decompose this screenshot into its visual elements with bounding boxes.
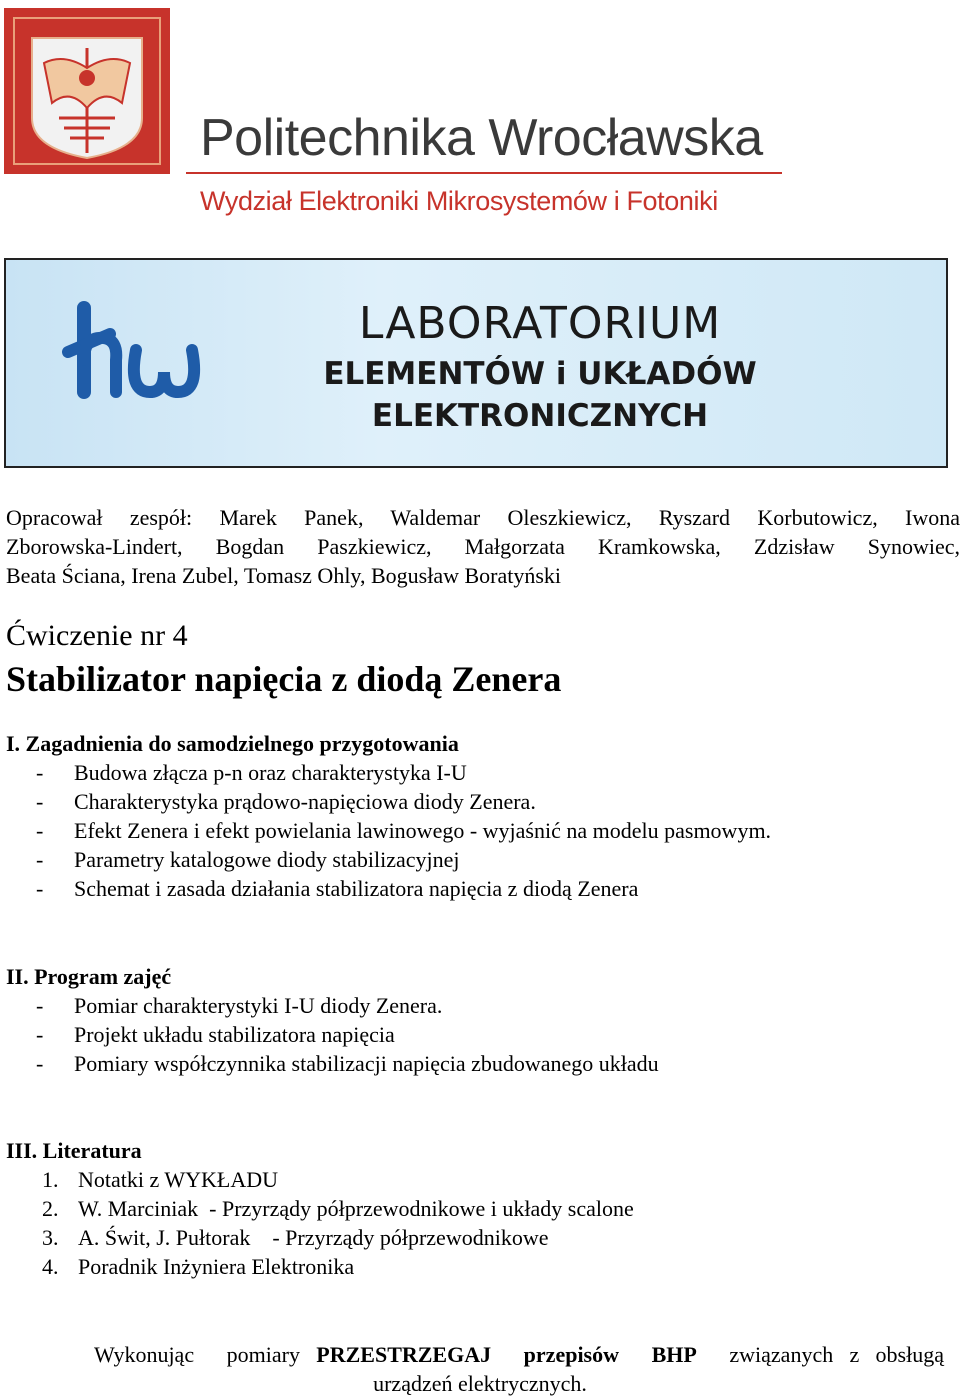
list-item: - Budowa złącza p-n oraz charakterystyka I-U [36,760,467,785]
list-item: - Projekt układu stabilizatora napięcia [36,1022,395,1047]
lab-logo [58,300,208,430]
list-item: - Efekt Zenera i efekt powielania lawinowego - wyjaśnić na modelu pasmowym. [36,818,772,843]
university-crest-logo [4,8,170,174]
list-item: - Charakterystyka prądowo-napięciowa diody Zenera. [36,789,536,814]
list-item: - Schemat i zasada działania stabilizatora napięcia z diodą Zenera [36,876,639,901]
safety-notice-line2: urządzeń elektrycznych. [373,1371,587,1396]
section-3-heading: III. Literatura [6,1138,142,1163]
banner-title-line1: LABORATORIUM [358,298,722,349]
section-2-heading: II. Program zajęć [6,964,172,989]
literature-item: 2. W. Marciniak - Przyrządy półprzewodnikowe i układy scalone [42,1196,634,1221]
banner-title-line3: ELEKTRONICZNYCH [371,398,709,434]
university-name: Politechnika Wrocławska [200,109,763,167]
literature-item: 3. A. Świt, J. Pułtorak - Przyrządy półprzewodnikowe [42,1225,549,1250]
section-1-heading: I. Zagadnienia do samodzielnego przygotowania [6,731,459,756]
exercise-number: Ćwiczenie nr 4 [6,619,188,652]
authors-line: Zborowska-Lindert, Bogdan Paszkiewicz, Małgorzata Kramkowska, Zdzisław Synowiec, [6,534,960,559]
literature-item: 4. Poradnik Inżyniera Elektronika [42,1254,355,1279]
list-item: - Pomiary współczynnika stabilizacji napięcia zbudowanego układu [36,1051,659,1076]
list-item: - Parametry katalogowe diody stabilizacyjnej [36,847,460,872]
header-divider [186,172,782,174]
faculty-name: Wydział Elektroniki Mikrosystemów i Fotoniki [200,186,718,216]
exercise-title: Stabilizator napięcia z diodą Zenera [6,659,562,699]
literature-item: 1. Notatki z WYKŁADU [42,1167,278,1192]
banner-title-line2: ELEMENTÓW i UKŁADÓW [323,356,757,392]
safety-notice: Wykonując pomiary PRZESTRZEGAJ przepisów BHP związanych z obsługą [94,1342,944,1367]
authors-line: Opracował zespół: Marek Panek, Waldemar Oleszkiewicz, Ryszard Korbutowicz, Iwona [6,505,960,530]
safety-notice-emphasis: PRZESTRZEGAJ przepisów BHP [316,1342,697,1367]
authors-line: Beata Ściana, Irena Zubel, Tomasz Ohly, Bogusław Boratyński [6,563,562,588]
list-item: - Pomiar charakterystyki I-U diody Zenera. [36,993,443,1018]
authors-paragraph [6,503,960,590]
